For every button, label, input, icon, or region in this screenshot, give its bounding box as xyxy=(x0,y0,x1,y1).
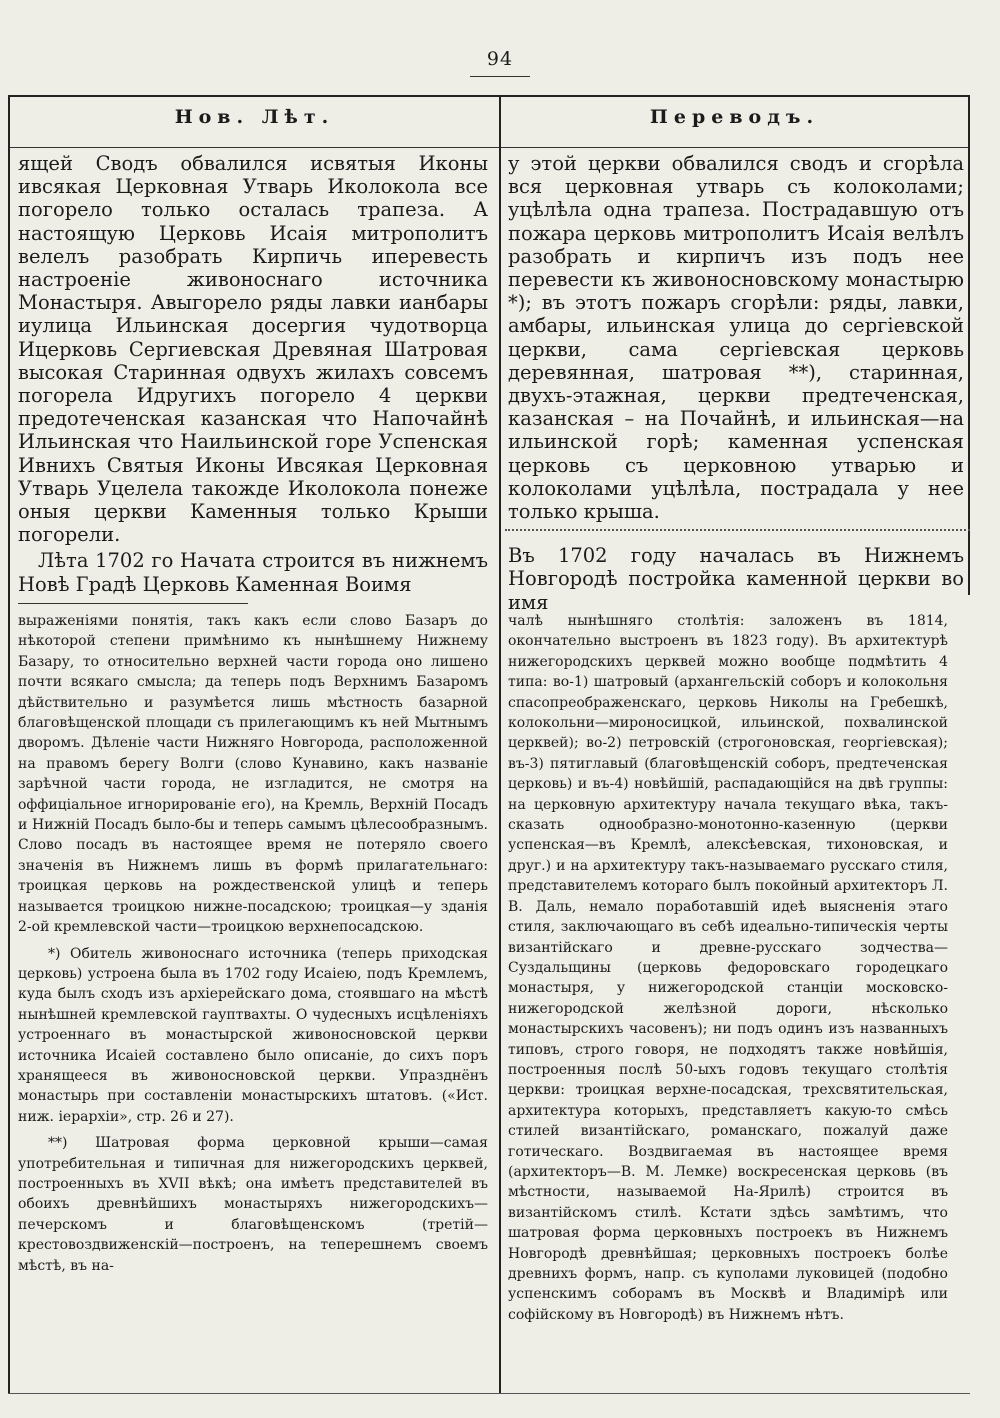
left-lower-paragraph: выраженіями понятія, такъ какъ если слово Базаръ до нѣкоторой степени примѣнимо къ нынѣшнему Нижнему Базару, то относительно верхней части города оно лишено почти всякаго смысла; да теперь подъ Верхнимъ Базаромъ дѣйствительно и разумѣется лишь мѣстность базарной благовѣщенской площади съ прилегающимъ къ ней Мытнымъ дворомъ. Дѣленіе части Нижняго Новгорода, расположенной на правомъ берегу Волги (слово Кунавино, какъ названіе зарѣчной части города, не изгладится, не смотря на оффиціальное игнорированіе его), на Кремль, Верхній Посадъ и Нижній Посадъ было-бы и теперь самымъ цѣлесообразнымъ. Слово посадъ въ настоящее время не потеряло своего значенія въ Нижнемъ лишь въ формѣ прилагательнаго: троицкая церковь на рождественской улицѣ и теперь называется троицкою нижне-посадскою; троицкая—у зданія 2-ой кремлевской части—троицкою верхнепосадскою. xyxy=(18,613,488,936)
right-column-heading: Переводъ. xyxy=(649,106,820,128)
footnote-rule xyxy=(18,603,248,604)
page-number-rule xyxy=(470,76,530,77)
header-top-rule xyxy=(8,95,970,97)
right-border xyxy=(968,95,970,595)
left-upper-paragraph-1: ящей Сводъ обвалился исвятыя Иконы ивсякая Церковная Утварь Иколокола все погорело только осталась трапеза. А настоящую Церковь Исаія митрополитъ велелъ разобрать Кирпичь иперевесть настроеніе живоноснаго источника Монастыря. Авыгорело ряды лавки ианбары иулица Ильинская досергия чудотворца Ицерковь Сергиевская Древяная Шатровая высокая Старинная одвухъ жилахъ совсемъ погорела Идругихъ погорело 4 церкви предотеченская казанская что Напочайнѣ Ильинская что Наильинской горе Успенская Ивнихъ Святыя Иконы Ивсякая Церковная Утварь Уцелела такожде Иколокола понеже оныя церкви Каменныя только Крыши погорели. xyxy=(18,152,488,547)
left-column-heading: Нов. Лѣт. xyxy=(174,106,335,128)
left-upper-column xyxy=(18,152,488,596)
left-border xyxy=(8,95,10,1393)
right-upper-paragraph-1: у этой церкви обвалился сводъ и сгорѣла вся церковная утварь съ колоколами; уцѣлѣла одна трапеза. Пострадавшую отъ пожара церковь митрополитъ Исаія велѣлъ разобрать и кирпичъ изъ подъ нее перевести къ живоносновскому монастырю *); въ этотъ пожаръ сгорѣли: ряды, лавки, амбары, ильинская улица до сергіевской церкви, сама сергіевская церковь деревянная, шатровая **), старинная, двухъ-этажная, церкви предтеченская, казанская – на Почайнѣ, и ильинская—на ильинской горѣ; каменная успенская церковь съ церковною утварью и колоколами уцѣлѣла, пострадала у нее только крыша. xyxy=(508,152,964,524)
left-upper-paragraph-2: Лѣта 1702 го Начата строится въ нижнемъ Новѣ Градѣ Церковь Каменная Воимя xyxy=(18,549,488,596)
page-number: 94 xyxy=(486,48,514,70)
dotted-separator xyxy=(505,529,970,531)
right-lower-paragraph: чалѣ нынѣшняго столѣтія: заложенъ въ 1814, окончательно выстроенъ въ 1823 году). Въ архитектурѣ нижегородскихъ церквей можно вообще подмѣтить 4 типа: во-1) шатровый (архангельскій соборъ и колокольня спасопреображенскаго, церковь Николы на Гребешкѣ, колокольни—мироносицкой, ильинской, похвалинской церквей); во-2) петровскій (строгоновская, георгіевская); въ-3) пятиглавый (благовѣщенскій соборъ, предтеченская церковь) и въ-4) новѣйшій, распадающійся на двѣ группы: на церковную архитектуру начала текущаго вѣка, такъ-сказать однообразно-монотонно-казенную (церкви успенская—въ Кремлѣ, алексѣевская, тихоновская, и друг.) и на архитектуру такъ-называемаго русскаго стиля, представителемъ котораго былъ покойный архитекторъ Л. В. Даль, немало поработавшій идеѣ выясненія этаго стиля, заключающаго въ себѣ идеально-типическія черты византійскаго и древне-русскаго зодчества—Суздальщины (церковь федоровскаго городецкаго монастыря, у нижегородской станціи московско-нижегородской желѣзной дороги, нѣсколько монастырскихъ часовенъ); ни подъ одинъ изъ названныхъ типовъ, строго говоря, не подходятъ также новѣйшія, построенныя послѣ 50-ыхъ годовъ текущаго столѣтія церкви: троицкая верхне-посадская, трехсвятительская, архитектура которыхъ, представляетъ какую-то смѣсь стилей византійскаго, романскаго, пожалуй даже готическаго. Воздвигаемая въ настоящее время (архитекторъ—В. М. Лемке) воскресенская церковь (въ мѣстности, называемой На-Ярилѣ) строится въ византійскомъ стилѣ. Кстати здѣсь замѣтимъ, что шатровая форма церковныхъ построекъ въ Нижнемъ Новгородѣ древнѣйшая; церковныхъ построекъ болѣе древнихъ формъ, напр. съ куполами луковицей (подобно успенскимъ соборамъ въ Москвѣ и Владимірѣ или софійскому въ Новгородѣ) въ Нижнемъ нѣтъ. xyxy=(508,613,948,1323)
column-divider xyxy=(499,95,501,1393)
footnote-1: *) Обитель живоноснаго источника (теперь приходская церковь) устроена была въ 1702 году Исаіею, подъ Кремлемъ, куда былъ сходъ изъ архіерейскаго дома, стоявшаго на мѣстѣ нынѣшней кремлевской гауптвахты. О чудесныхъ исцѣленіяхъ устроеннаго въ монастырской живоносновской церкви источника Исаіей составлено было описаніе, до сихъ поръ хранящееся въ живоносновской церкви. Упразднёнъ монастырь при составленіи монастырскихъ штатовъ. («Ист. ниж. іерархіи», стр. 26 и 27). xyxy=(18,945,488,1125)
header-bottom-rule xyxy=(8,147,970,148)
right-upper-column xyxy=(508,152,964,614)
left-lower-column xyxy=(18,611,488,1276)
footnote-2: **) Шатровая форма церковной крыши—самая употребительная и типичная для нижегородскихъ церквей, построенныхъ въ XVII вѣкѣ; она имѣетъ представителей въ обоихъ древнѣйшихъ монастыряхъ нижегородскихъ—печерскомъ и благовѣщенскомъ (третій—крестовоздвиженскій—построенъ, на теперешнемъ своемъ мѣстѣ, въ на- xyxy=(18,1135,488,1274)
right-lower-column xyxy=(508,611,948,1325)
right-upper-paragraph-2: Въ 1702 году началась въ Нижнемъ Новгородѣ постройка каменной церкви во имя xyxy=(508,544,964,614)
bottom-rule xyxy=(8,1393,970,1394)
